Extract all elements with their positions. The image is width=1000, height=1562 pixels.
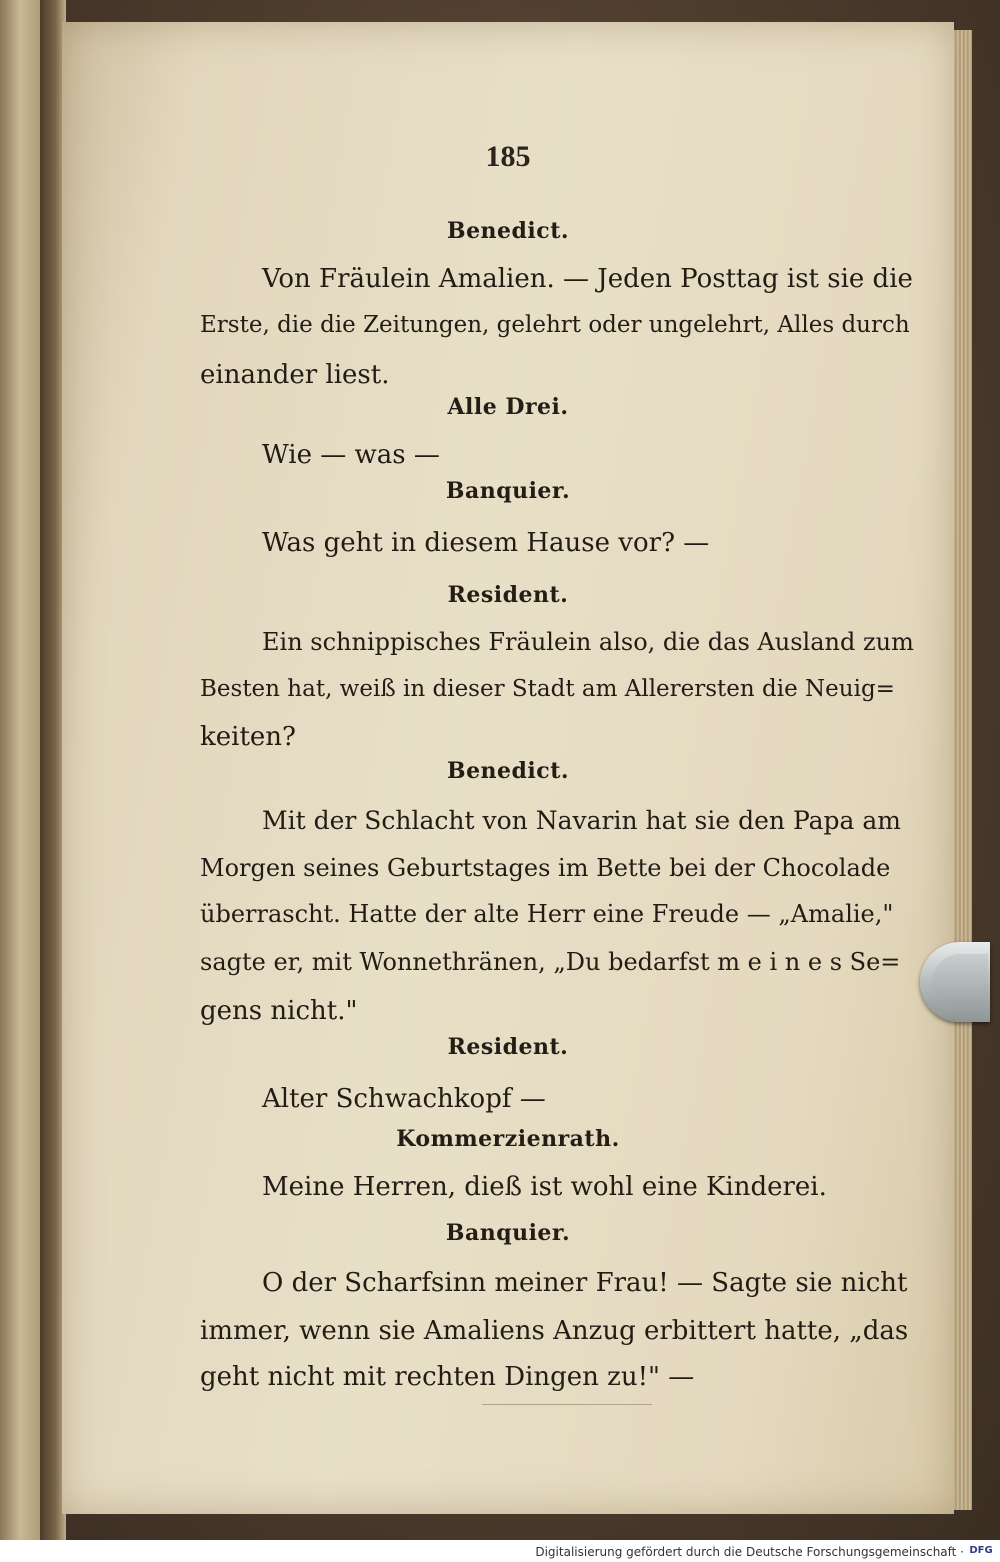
speaker-name: Alle Drei. [447,394,569,420]
page-number: 185 [485,140,531,173]
text-line: Ein schnippisches Fräulein also, die das Ausland zum [262,628,914,656]
text-line: überrascht. Hatte der alte Herr eine Freude — „Amalie," [200,900,894,928]
text-line: Von Fräulein Amalien. — Jeden Posttag ist sie die [262,264,913,294]
text-line: Besten hat, weiß in dieser Stadt am Allerersten die Neuig= [200,676,895,702]
page-clip-inner [932,954,988,1010]
text-line: Wie — was — [262,440,440,470]
text-line: Erste, die die Zeitungen, gelehrt oder ungelehrt, Alles durch [200,312,910,338]
page-text [62,22,954,1514]
text-line: geht nicht mit rechten Dingen zu!" — [200,1362,695,1392]
book-page [62,22,954,1514]
speaker-name: Banquier. [445,1220,571,1246]
text-line: Was geht in diesem Hause vor? — [262,528,710,558]
speaker-name: Kommerzienrath. [396,1126,620,1152]
text-line: sagte er, mit Wonnethränen, „Du bedarfst m e i n e s Se= [200,948,901,976]
speaker-name: Banquier. [445,478,571,504]
speaker-name: Benedict. [446,218,570,244]
footer-credit: Digitalisierung gefördert durch die Deutsche Forschungsgemeinschaft · [535,1545,964,1559]
dfg-logo-icon: DFG [969,1545,993,1556]
text-line: Alter Schwachkopf — [262,1084,546,1114]
text-line: keiten? [200,722,296,752]
text-line: einander liest. [200,360,390,390]
end-rule [482,1404,652,1405]
speaker-name: Benedict. [446,758,570,784]
text-line: Mit der Schlacht von Navarin hat sie den Papa am [262,806,902,835]
text-line: immer, wenn sie Amaliens Anzug erbittert hatte, „das [200,1316,909,1346]
speaker-name: Resident. [447,1034,569,1060]
text-line: Meine Herren, dieß ist wohl eine Kinderei. [262,1172,827,1202]
page-clip [920,942,990,1022]
text-line: Morgen seines Geburtstages im Bette bei der Chocolade [200,854,891,882]
text-line: O der Scharfsinn meiner Frau! — Sagte sie nicht [262,1268,908,1298]
text-line: gens nicht." [200,996,358,1026]
speaker-name: Resident. [447,582,569,608]
